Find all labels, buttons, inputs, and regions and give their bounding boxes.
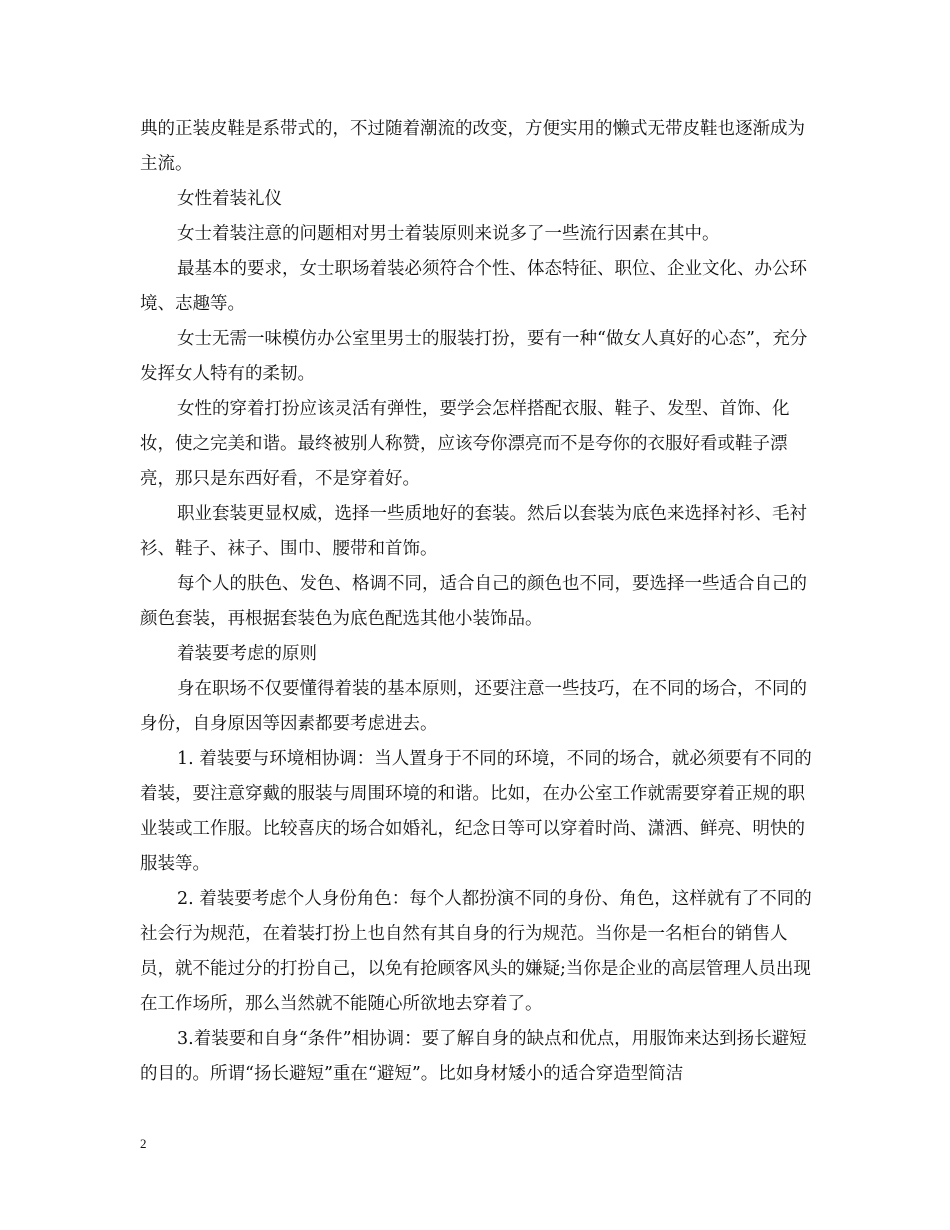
paragraph: 女士着装注意的问题相对男士着装原则来说多了一些流行因素在其中。 [177,224,720,244]
paragraph: 女性的穿着打扮应该灵活有弹性，要学会怎样搭配衣服、鞋子、发型、首饰、化妆，使之完美和谐。最终被别人称赞，应该夸你漂亮而不是夸你的衣服好看或鞋子漂亮，那只是东西好看，不是穿着好。 [140,399,790,489]
paragraph: 职业套装更显权威，选择一些质地好的套装。然后以套装为底色来选择衬衫、毛衬衫、鞋子、袜子、围巾、腰带和首饰。 [140,504,807,559]
paragraph: 1. 着装要与环境相协调：当人置身于不同的环境，不同的场合，就必须要有不同的着装，要注意穿戴的服装与周围环境的和谐。比如，在办公室工作就需要穿着正规的职业装或工作服。比较喜庆的场合如婚礼，纪念日等可以穿着时尚、潇洒、鲜亮、明快的服装等。 [140,749,812,874]
paragraph: 身在职场不仅要懂得着装的基本原则，还要注意一些技巧，在不同的场合，不同的身份，自身原因等因素都要考虑进去。 [140,679,807,734]
paragraph: 2. 着装要考虑个人身份角色：每个人都扮演不同的身份、角色，这样就有了不同的社会行为规范，在着装打扮上也自然有其自身的行为规范。当你是一名柜台的销售人员，就不能过分的打扮自己，以免有抢顾客风头的嫌疑;当你是企业的高层管理人员出现在工作场所，那么当然就不能随心所欲地去穿着了。 [140,889,812,1014]
paragraph: 女性着装礼仪 [177,189,282,209]
paragraph: 着装要考虑的原则 [177,644,317,664]
document-body [140,112,820,1092]
paragraph: 每个人的肤色、发色、格调不同，适合自己的颜色也不同，要选择一些适合自己的颜色套装，再根据套装色为底色配选其他小装饰品。 [140,574,807,629]
page-number: 2 [140,1136,147,1151]
paragraph: 最基本的要求，女士职场着装必须符合个性、体态特征、职位、企业文化、办公环境、志趣等。 [140,259,807,314]
paragraph: 3.着装要和自身“条件”相协调：要了解自身的缺点和优点，用服饰来达到扬长避短的目的。所谓“扬长避短”重在“避短”。比如身材矮小的适合穿造型简洁 [140,1029,807,1084]
paragraph: 典的正装皮鞋是系带式的，不过随着潮流的改变，方便实用的懒式无带皮鞋也逐渐成为主流。 [140,119,805,174]
paragraph: 女士无需一味模仿办公室里男士的服装打扮，要有一种“做女人真好的心态”，充分发挥女人特有的柔韧。 [140,329,808,384]
